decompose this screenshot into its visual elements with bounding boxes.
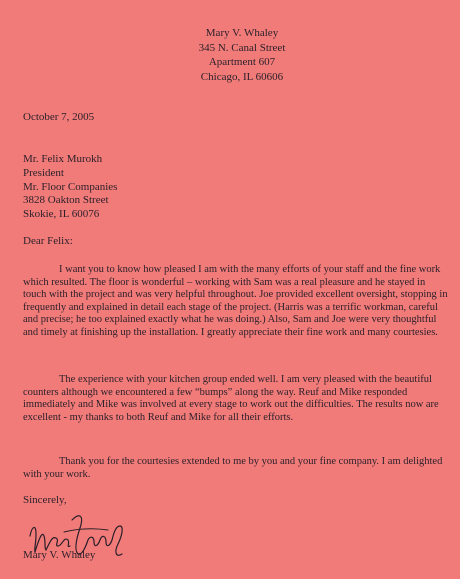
salutation: Dear Felix: bbox=[23, 235, 73, 247]
sender-address-block bbox=[0, 26, 460, 84]
sender-street: 345 N. Canal Street bbox=[198, 41, 286, 54]
recipient-name: Mr. Felix Murokh bbox=[23, 153, 103, 165]
body-paragraph-1 bbox=[23, 264, 451, 340]
sender-name: Mary V. Whaley bbox=[205, 27, 279, 39]
sender-apartment: Apartment 607 bbox=[208, 56, 276, 68]
signed-name: Mary V. Whaley bbox=[23, 549, 96, 561]
sender-city-state-zip: Chicago, IL 60606 bbox=[200, 70, 284, 83]
recipient-title: President bbox=[23, 166, 64, 179]
recipient-street: 3828 Oakton Street bbox=[23, 194, 109, 207]
paragraph-text: I want you to know how pleased I am with the many efforts of your staff and the fine work which resulted. The floor is wonderful – working with Sam was a real pleasure and he stayed in touch with the project and was very helpful throughout. Joe provided excellent oversight, stopping in frequently and explained in detail each stage of the project. (Harris was a terrific workman, careful and precise; he too explained exactly what he was doing.) Also, Sam and Joe were very thoughtful and timely at finishing up the installation. I greatly appreciate their fine work and many courtesies. bbox=[23, 264, 448, 338]
paragraph-text: Thank you for the courtesies extended to me by you and your fine company. I am delighted with your work. bbox=[23, 456, 443, 480]
recipient-company: Mr. Floor Companies bbox=[23, 180, 118, 193]
letter-date: October 7, 2005 bbox=[23, 111, 95, 123]
recipient-city-state-zip: Skokie, IL 60076 bbox=[23, 208, 100, 221]
body-paragraph-3 bbox=[23, 456, 451, 481]
closing: Sincerely, bbox=[23, 494, 67, 506]
paragraph-text: The experience with your kitchen group ended well. I am very pleased with the beautiful counters although we encountered a few “bumps” along the way. Reuf and Mike responded immediately and Mike was involved at every stage to work out the difficulties. The results now are excellent - my thanks to both Reuf and Mike for all their efforts. bbox=[23, 374, 439, 423]
body-paragraph-2 bbox=[23, 374, 451, 424]
recipient-address-block bbox=[23, 153, 117, 222]
